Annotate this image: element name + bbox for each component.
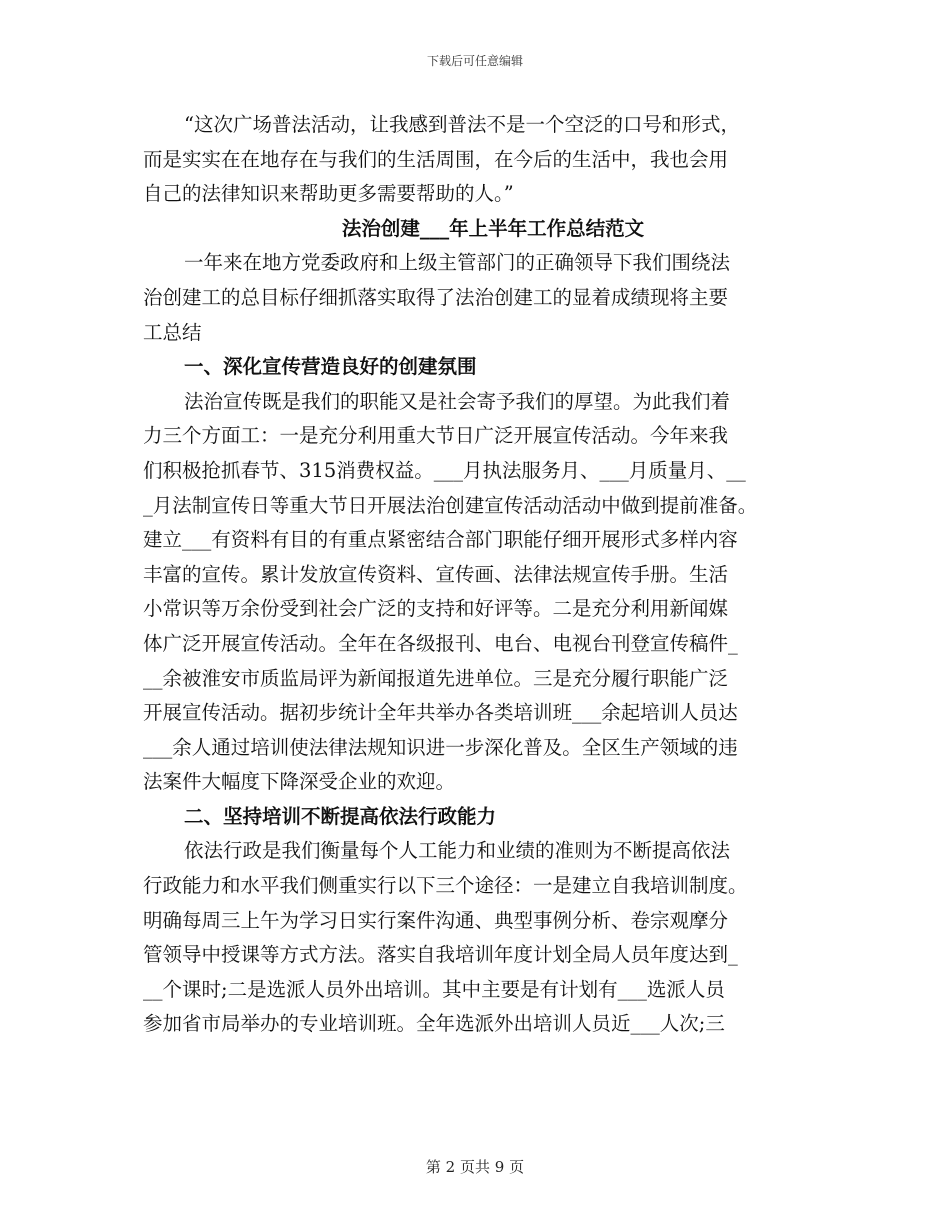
- paragraph-line: ___余人通过培训使法律法规知识进一步深化普及。全区生产领域的违: [143, 735, 738, 759]
- paragraph-line: 自己的法律知识来帮助更多需要帮助的人。”: [143, 182, 514, 206]
- paragraph-line: 开展宣传活动。据初步统计全年共举办各类培训班___余起培训人员达: [143, 701, 738, 725]
- paragraph-line: 建立___有资料有目的有重点紧密结合部门职能仔细开展形式多样内容: [143, 528, 738, 552]
- paragraph-line: 依法行政是我们衡量每个人工能力和业绩的准则为不断提高依法: [184, 839, 731, 863]
- page-header: 下载后可任意编辑: [426, 54, 523, 68]
- paragraph-line: 力三个方面工：一是充分利用重大节日广泛开展宣传活动。今年来我: [143, 424, 729, 448]
- document-title: 法治创建___年上半年工作总结范文: [341, 216, 645, 240]
- paragraph-line: 明确每周三上午为学习日实行案件沟通、典型事例分析、卷宗观摩分: [143, 908, 729, 932]
- paragraph-line: 法案件大幅度下降深受企业的欢迎。: [143, 770, 456, 794]
- paragraph-line: 法治宣传既是我们的职能又是社会寄予我们的厚望。为此我们着: [184, 389, 731, 413]
- paragraph-line: 工总结: [143, 320, 202, 344]
- page-footer: 第 2 页共 9 页: [425, 1158, 525, 1176]
- paragraph-line: 治创建工的总目标仔细抓落实取得了法治创建工的显着成绩现将主要: [143, 285, 729, 309]
- paragraph-line: __余被淮安市质监局评为新闻报道先进单位。三是充分履行职能广泛: [143, 666, 729, 690]
- paragraph-line: __个课时;二是选派人员外出培训。其中主要是有计划有___选派人员: [143, 977, 725, 1001]
- paragraph-line: 一年来在地方党委政府和上级主管部门的正确领导下我们围绕法: [184, 251, 731, 275]
- paragraph-line: _月法制宣传日等重大节日开展法治创建宣传活动活动中做到提前准备。: [143, 493, 758, 517]
- paragraph-line: “这次广场普法活动，让我感到普法不是一个空泛的口号和形式，: [184, 113, 740, 136]
- paragraph-line: 行政能力和水平我们侧重实行以下三个途径：一是建立自我培训制度。: [143, 874, 748, 898]
- paragraph-line: 管领导中授课等方式方法。落实自我培训年度计划全局人员年度达到_: [143, 943, 738, 967]
- section-heading: 二、坚持培训不断提高依法行政能力: [184, 804, 497, 828]
- paragraph-line: 丰富的宣传。累计发放宣传资料、宣传画、法律法规宣传手册。生活: [143, 562, 729, 586]
- paragraph-line: 小常识等万余份受到社会广泛的支持和好评等。二是充分利用新闻媒: [143, 597, 729, 621]
- paragraph-line: 们积极抢抓春节、315消费权益。___月执法服务月、___月质量月、__: [143, 458, 746, 482]
- paragraph-line: 体广泛开展宣传活动。全年在各级报刊、电台、电视台刊登宣传稿件_: [143, 631, 738, 655]
- paragraph-line: 参加省市局举办的专业培训班。全年选派外出培训人员近___人次;三: [143, 1012, 725, 1036]
- document-body: [143, 108, 823, 1042]
- section-heading: 一、深化宣传营造良好的创建氛围: [184, 355, 477, 379]
- paragraph-line: 而是实实在在地存在与我们的生活周围，在今后的生活中，我也会用: [143, 147, 729, 171]
